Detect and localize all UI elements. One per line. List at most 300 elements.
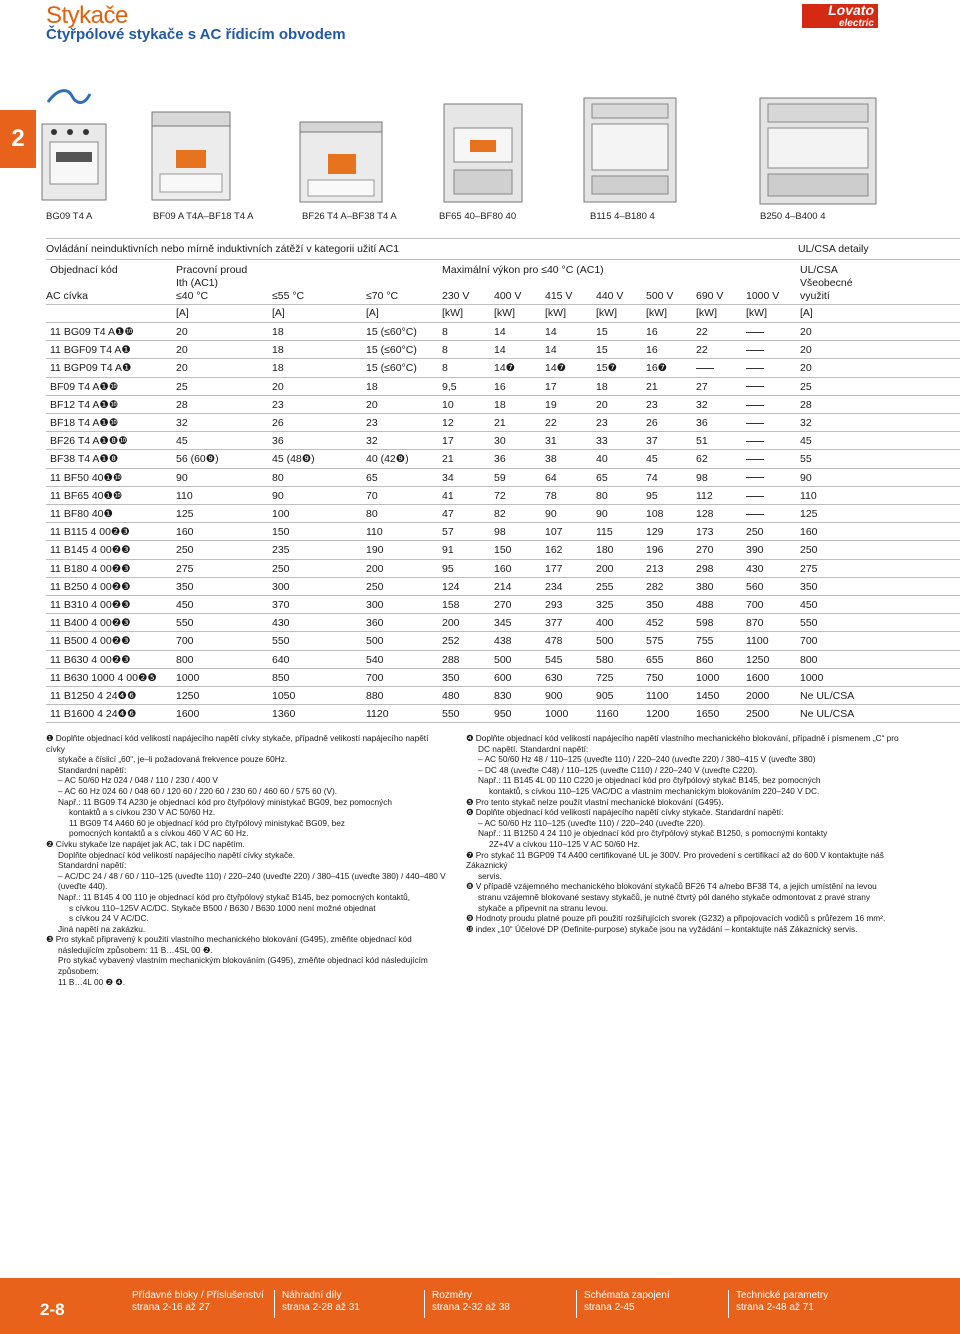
table-cell: 550	[176, 617, 194, 630]
table-cell: 160	[494, 562, 512, 575]
table-cell	[746, 378, 764, 396]
table-cell: 14❼	[494, 362, 516, 375]
table-cell: 725	[596, 671, 614, 684]
footer-link-title: Schémata zapojení	[584, 1290, 670, 1301]
table-cell: 370	[272, 599, 290, 611]
header-current-ith: Ith (AC1)	[176, 277, 219, 289]
table-cell: 630	[545, 671, 563, 684]
table-cell: 18	[366, 380, 378, 393]
table-cell: 18	[272, 344, 284, 357]
table-cell: 250	[272, 562, 290, 575]
footnote-line: – AC 50/60 Hz 110–125 (uveďte 110) / 220–240 (uveďte 220).	[478, 817, 706, 828]
table-cell: 438	[494, 635, 512, 648]
table-cell: 560	[746, 580, 764, 593]
footnote-line: Např.: 11 B1250 4 24 110 je objednací kód pro čtyřpólový stykač B1250, s pomocnými kontakty	[478, 828, 828, 839]
dash-mark	[696, 368, 714, 369]
header-power: Maximální výkon pro ≤40 °C (AC1)	[442, 264, 604, 276]
table-cell: 250	[800, 544, 818, 557]
table-cell: 9,5	[442, 380, 457, 393]
table-cell: 22	[545, 417, 557, 429]
footnotes-left	[46, 733, 446, 987]
table-cell: 1360	[272, 708, 296, 721]
header-unit: [A]	[800, 307, 813, 319]
table-cell: 8	[442, 362, 448, 375]
table-cell: 700	[800, 635, 818, 648]
table-cell	[746, 469, 764, 487]
product-caption: BF26 T4 A–BF38 T4 A	[302, 211, 397, 222]
table-cell: 234	[545, 580, 563, 593]
table-cell: 14	[494, 326, 506, 338]
footer-nav-link[interactable]	[584, 1290, 670, 1314]
footnote-line: s cívkou 110–125V AC/DC. Stykače B500 / B630 / B630 1000 není možné objednat	[69, 902, 376, 913]
table-cell: 74	[646, 471, 658, 484]
footnote-line: – AC 60 Hz 024 60 / 048 60 / 120 60 / 220 60 / 230 60 / 460 60 / 575 60 (V).	[58, 785, 338, 796]
brand-logo	[802, 4, 878, 28]
footnote-line: kontaktů, s cívkou 110–125 VAC/DC a vlastním mechanickým blokováním 220–240 V DC.	[489, 785, 820, 796]
table-cell	[746, 341, 764, 359]
order-code: 11 B630 1000 4 00❷❺	[50, 671, 157, 684]
footnote-line: stranu vzájemně blokované sestavy stykačů, je nutné čtvrtý pól daného stykače odmontovat z pravé strany	[478, 891, 871, 902]
table-cell	[746, 450, 764, 468]
table-cell: 18	[272, 326, 284, 338]
table-cell: 15	[596, 344, 608, 357]
footnote-line: ❻ Doplňte objednací kód velikostí napájecího napětí cívky stykače. Standardní napětí:	[466, 807, 784, 818]
dash-mark	[746, 477, 764, 478]
table-cell	[746, 487, 764, 505]
order-code: BF26 T4 A❶❽❿	[50, 435, 128, 448]
table-cell: 550	[272, 635, 290, 648]
table-cell: 20	[176, 362, 188, 375]
table-cell: 25	[176, 380, 188, 393]
table-cell: 129	[646, 526, 664, 539]
table-cell: 15 (≤60°C)	[366, 362, 417, 375]
table-cell: 860	[696, 653, 714, 666]
header-unit: [kW]	[442, 307, 463, 319]
table-cell: 90	[176, 471, 188, 484]
table-cell: 112	[696, 489, 713, 502]
table-cell: 40	[596, 453, 608, 466]
footnote-line: DC napětí. Standardní napětí:	[478, 743, 589, 754]
footnote-line: ❸ Pro stykač připravený k použití vlastního mechanického blokování (G495), změňte objednací kód	[46, 934, 412, 945]
dash-mark	[746, 332, 764, 333]
table-cell: 20	[176, 344, 188, 357]
table-cell	[746, 414, 764, 432]
header-voltage: 690 V	[696, 290, 724, 302]
table-cell: 298	[696, 562, 714, 575]
table-cell: 16	[646, 326, 658, 338]
table-cell: 110	[366, 526, 383, 539]
table-cell: 540	[366, 653, 384, 666]
footnote-line: Standardní napětí:	[58, 764, 127, 775]
table-cell: 350	[800, 580, 818, 593]
order-code: 11 BF50 40❶❿	[50, 471, 123, 484]
table-cell	[696, 359, 714, 377]
table-cell: 214	[494, 580, 512, 593]
table-cell: 28	[800, 398, 812, 411]
footnote-line: – DC 48 (uveďte C48) / 110–125 (uveďte C110) / 220–240 V (uveďte C220).	[478, 764, 758, 775]
table-cell: 173	[696, 526, 714, 539]
table-cell: 196	[646, 544, 664, 557]
table-cell: 26	[272, 417, 284, 429]
table-cell: 36	[494, 453, 506, 466]
dash-mark	[746, 514, 764, 515]
table-cell: 23	[596, 417, 608, 429]
table-cell: 45	[646, 453, 658, 466]
footer-nav-link[interactable]	[282, 1290, 360, 1314]
table-cell: 98	[696, 471, 708, 484]
table-cell: 100	[272, 508, 290, 520]
footer-link-title: Rozměry	[432, 1290, 473, 1301]
table-cell: 190	[366, 544, 384, 557]
footnote-line: ❿ index „10“ Účelové DP (Definite-purpose) stykače jsou na vyžádání – kontaktujte náš Zákaznický servis.	[466, 923, 858, 934]
table-cell: 300	[366, 599, 384, 611]
table-cell: 755	[696, 635, 714, 648]
ac-wave-icon	[46, 88, 92, 108]
footnote-line: 11 B…4L 00 ❷ ❹.	[58, 976, 125, 987]
footnote-line: Doplňte objednací kód velikostí napájecího napětí cívky stykače.	[58, 849, 296, 860]
table-cell: Ne UL/CSA	[800, 708, 855, 721]
table-cell: 82	[494, 508, 506, 520]
order-code: 11 B145 4 00❷❸	[50, 544, 131, 557]
table-cell: 275	[800, 562, 818, 575]
table-cell: 360	[366, 617, 384, 630]
dash-mark	[746, 405, 764, 406]
table-cell: 45	[800, 435, 812, 448]
header-current: Pracovní proud	[176, 264, 248, 276]
table-cell: 1450	[696, 690, 720, 702]
table-cell: 62	[696, 453, 708, 466]
footnote-line: – AC 50/60 Hz 48 / 110–125 (uveďte 110) / 220–240 (uveďte 220) / 380–415 V (uveďte 380)	[478, 754, 816, 765]
table-cell: 57	[442, 526, 454, 539]
table-cell: 12	[442, 417, 454, 429]
header-voltage: 400 V	[494, 290, 522, 302]
order-code: 11 B630 4 00❷❸	[50, 653, 131, 666]
table-cell: 380	[696, 580, 714, 593]
table-cell: 350	[176, 580, 194, 593]
table-cell: 21	[494, 417, 506, 429]
table-cell: 200	[596, 562, 614, 575]
dash-mark	[746, 496, 764, 497]
table-cell: 23	[646, 398, 658, 411]
table-cell: 500	[596, 635, 614, 648]
table-cell: 22	[696, 344, 708, 357]
table-cell: 345	[494, 617, 512, 630]
table-cell: 293	[545, 599, 563, 611]
table-cell: 55	[800, 453, 812, 466]
table-cell: 40 (42❾)	[366, 453, 409, 466]
table-cell: 19	[545, 398, 557, 411]
footnote-line: – AC/DC 24 / 48 / 60 / 110–125 (uveďte 110) / 220–240 (uveďte 220) / 380–415 (uveďte 380) / 440–480 V	[58, 870, 446, 881]
table-cell: 115	[596, 526, 613, 539]
ul-heading: UL/CSA detaily	[798, 243, 869, 255]
table-cell: 125	[176, 508, 194, 520]
table-cell: 1160	[596, 708, 619, 721]
table-cell: 400	[596, 617, 614, 630]
table-cell: 640	[272, 653, 290, 666]
table-cell: 20	[366, 398, 378, 411]
table-cell: 213	[646, 562, 664, 575]
order-code: 11 B1250 4 24❹❻	[50, 690, 137, 702]
order-code: 11 BF65 40❶❿	[50, 489, 123, 502]
table-cell: 162	[545, 544, 563, 557]
table-cell: 20	[800, 326, 812, 338]
footnote-line: ❾ Hodnoty proudu platné pouze při použití rozšiřujících svorek (G232) a připojovacích vodičů s průřezem 16 mm².	[466, 913, 886, 924]
table-cell: 1250	[746, 653, 770, 666]
table-cell: 21	[442, 453, 454, 466]
table-cell: 17	[442, 435, 454, 448]
table-cell: 850	[272, 671, 290, 684]
table-cell: 20	[176, 326, 188, 338]
table-cell: 65	[366, 471, 378, 484]
footer-link-title: Přídavné bloky / Příslušenství	[132, 1290, 264, 1301]
footnote-line: ❽ V případě vzájemného mechanického blokování stykačů BF26 T4 a/nebo BF38 T4, a jejich umístění na levou	[466, 881, 877, 892]
table-cell: 32	[176, 417, 188, 429]
header-temp: ≤40 °C	[176, 290, 209, 302]
table-cell: 270	[494, 599, 512, 611]
table-cell: 128	[696, 508, 714, 520]
table-cell: 288	[442, 653, 460, 666]
table-cell: 20	[800, 362, 812, 375]
header-ul: UL/CSA	[800, 264, 838, 276]
table-cell: 80	[272, 471, 284, 484]
header-voltage: 440 V	[596, 290, 624, 302]
footer-link-ref: strana 2-28 až 31	[282, 1302, 360, 1313]
table-cell: 95	[646, 489, 658, 502]
table-cell: 90	[596, 508, 608, 520]
table-cell: 21	[646, 380, 658, 393]
product-image-bf65	[440, 100, 526, 204]
table-cell: 31	[545, 435, 557, 448]
table-cell: 18	[494, 398, 506, 411]
table-cell: 72	[494, 489, 506, 502]
footnote-line: Pro stykač vybavený vlastním mechanickým blokováním (G495), změňte objednací kód následujícím způsobem:	[58, 955, 428, 977]
header-order-code: Objednací kód	[50, 264, 118, 276]
product-image-bf26	[296, 120, 386, 204]
table-cell: 880	[366, 690, 384, 702]
footer-link-ref: strana 2-16 až 27	[132, 1302, 210, 1313]
table-cell: 23	[366, 417, 378, 429]
footnote-line: – AC 50/60 Hz 024 / 048 / 110 / 230 / 400 V	[58, 775, 218, 786]
footer-link-ref: strana 2-48 až 71	[736, 1302, 814, 1313]
table-cell: 47	[442, 508, 454, 520]
table-cell: 20	[272, 380, 284, 393]
table-cell: Ne UL/CSA	[800, 690, 855, 702]
footer-nav-link[interactable]	[132, 1290, 264, 1314]
table-cell: 22	[696, 326, 708, 338]
table-cell: 200	[366, 562, 384, 575]
order-code: 11 B310 4 00❷❸	[50, 599, 131, 611]
table-cell: 14	[545, 326, 557, 338]
table-cell: 28	[176, 398, 188, 411]
footer-separator	[424, 1290, 425, 1318]
footnote-line: ❷ Cívku stykače lze napájet jak AC, tak i DC napětím.	[46, 838, 245, 849]
table-cell: 95	[442, 562, 454, 575]
table-cell: 80	[366, 508, 378, 520]
header-unit: [kW]	[596, 307, 617, 319]
footnote-line: 2Z+4V a cívkou 110–125 V AC 50/60 Hz.	[489, 838, 640, 849]
product-caption: BF65 40–BF80 40	[439, 211, 517, 222]
table-cell: 250	[176, 544, 194, 557]
table-cell: 575	[646, 635, 664, 648]
table-cell: 350	[442, 671, 460, 684]
header-ul-use: využití	[800, 290, 830, 302]
table-cell: 1000	[545, 708, 569, 721]
footer-link-ref: strana 2-45	[584, 1302, 635, 1313]
footnote-line: 11 BG09 T4 A460 60 je objednací kód pro čtyřpólový ministykač BG09, bez	[69, 817, 345, 828]
table-cell: 250	[366, 580, 384, 593]
footnote-line: ❶ Doplňte objednací kód velikostí napájecího napětí cívky stykače, případně velikostí napájecího napětí cívky	[46, 733, 429, 754]
table-cell: 59	[494, 471, 506, 484]
header-unit: [kW]	[746, 307, 767, 319]
table-cell: 20	[800, 344, 812, 357]
table-cell: 36	[696, 417, 708, 429]
footnote-line: Standardní napětí:	[58, 860, 127, 871]
table-cell: 45 (48❾)	[272, 453, 315, 466]
footer-separator	[274, 1290, 275, 1318]
table-cell: 700	[176, 635, 194, 648]
table-cell: 108	[646, 508, 664, 520]
table-cell: 580	[596, 653, 614, 666]
table-cell: 80	[596, 489, 608, 502]
table-cell	[746, 323, 764, 341]
table-cell: 452	[646, 617, 664, 630]
footnote-line: ❼ Pro stykač 11 BGP09 T4 A400 certifikované UL je 300V. Pro provedení s certifikací až do 600 V kontaktujte náš Zákaznický	[466, 849, 884, 871]
table-cell: 1200	[646, 708, 670, 721]
dash-mark	[746, 423, 764, 424]
table-cell: 700	[746, 599, 764, 611]
table-cell: 33	[596, 435, 608, 448]
table-cell: 15 (≤60°C)	[366, 326, 417, 338]
table-cell: 870	[746, 617, 764, 630]
footnote-line: Např.: 11 B145 4L 00 110 C220 je objednací kód pro čtyřpólový stykač B145, bez pomocných	[478, 775, 821, 786]
header-unit: [kW]	[545, 307, 566, 319]
table-cell: 177	[545, 562, 563, 575]
brand-logo-main: Lovato	[828, 2, 874, 18]
table-cell: 545	[545, 653, 563, 666]
table-cell: 150	[272, 526, 290, 539]
dash-mark	[746, 386, 764, 387]
footnote-line: s cívkou 24 V AC/DC.	[69, 913, 149, 924]
section-tab: 2	[0, 110, 36, 168]
footer-nav-link[interactable]	[736, 1290, 828, 1314]
page-number: 2-8	[40, 1300, 65, 1319]
table-cell: 255	[596, 580, 614, 593]
header-voltage: 230 V	[442, 290, 470, 302]
product-image-b115	[580, 94, 680, 204]
product-caption: BG09 T4 A	[46, 211, 93, 222]
table-cell: 90	[545, 508, 557, 520]
table-cell: 160	[176, 526, 194, 539]
table-cell: 10	[442, 398, 454, 411]
table-cell: 14	[545, 344, 557, 357]
table-cell: 18	[272, 362, 284, 375]
table-cell: 16	[494, 380, 506, 393]
table-cell: 450	[800, 599, 818, 611]
table-cell: 37	[646, 435, 658, 448]
table-cell: 500	[494, 653, 512, 666]
table-cell: 30	[494, 435, 506, 448]
table-cell	[746, 432, 764, 450]
order-code: 11 BGF09 T4 A❶	[50, 344, 131, 357]
header-voltage: 415 V	[545, 290, 573, 302]
table-cell: 325	[596, 599, 614, 611]
table-cell: 1650	[696, 708, 720, 721]
table-cell: 20	[596, 398, 608, 411]
order-code: 11 B180 4 00❷❸	[50, 562, 131, 575]
footnote-line: pomocných kontaktů a s cívkou 460 V AC 60 Hz.	[69, 828, 249, 839]
table-cell: 1600	[746, 671, 770, 684]
table-cell: 8	[442, 344, 448, 357]
table-cell: 655	[646, 653, 664, 666]
header-coil: AC cívka	[46, 290, 89, 302]
footnote-line: Např.: 11 BG09 T4 A230 je objednací kód pro čtyřpólový ministykač BG09, bez pomocných	[58, 796, 393, 807]
product-image-bf09	[148, 110, 236, 202]
table-cell: 830	[494, 690, 512, 702]
table-cell: 430	[746, 562, 764, 575]
order-code: 11 B400 4 00❷❸	[50, 617, 131, 630]
table-cell: 107	[545, 526, 563, 539]
header-voltage: 500 V	[646, 290, 674, 302]
table-cell: 56 (60❾)	[176, 453, 219, 466]
dash-mark	[746, 368, 764, 369]
table-cell: 950	[494, 708, 512, 721]
table-cell: 252	[442, 635, 460, 648]
order-code: 11 B115 4 00❷❸	[50, 526, 130, 539]
table-cell: 390	[746, 544, 764, 557]
footer-link-title: Technické parametry	[736, 1290, 829, 1301]
footer-nav-link[interactable]	[432, 1290, 510, 1314]
table-cell: 16	[646, 344, 658, 357]
footnote-line: Jiná napětí na zakázku.	[58, 923, 146, 934]
table-cell: 1000	[696, 671, 720, 684]
table-cell: 110	[800, 489, 817, 502]
header-unit: [kW]	[494, 307, 515, 319]
table-cell: 26	[646, 417, 658, 429]
footnotes-right	[466, 733, 906, 934]
table-cell: 8	[442, 326, 448, 338]
brand-logo-sub: electric	[838, 18, 874, 29]
product-image-bg09	[40, 118, 110, 202]
table-cell: 14❼	[545, 362, 567, 375]
table-cell: 15	[596, 326, 608, 338]
table-cell: 41	[442, 489, 454, 502]
table-cell: 64	[545, 471, 557, 484]
table-cell: 158	[442, 599, 460, 611]
table-cell: 300	[272, 580, 290, 593]
product-caption: B115 4–B180 4	[590, 211, 655, 222]
table-cell: 1100	[646, 690, 669, 702]
table-cell: 34	[442, 471, 454, 484]
table-cell: 350	[646, 599, 664, 611]
table-cell: 1250	[176, 690, 200, 702]
order-code: 11 BGP09 T4 A❶	[50, 362, 132, 375]
table-cell: 550	[800, 617, 818, 630]
product-image-b250	[756, 94, 880, 206]
table-cell: 1600	[176, 708, 200, 721]
row-divider	[46, 722, 960, 723]
table-cell: 36	[272, 435, 284, 448]
order-code: BF18 T4 A❶❿	[50, 417, 119, 429]
table-cell: 90	[272, 489, 284, 502]
table-cell: 78	[545, 489, 557, 502]
table-cell: 23	[272, 398, 284, 411]
table-cell: 18	[596, 380, 608, 393]
header-unit: [A]	[176, 307, 189, 319]
table-cell: 51	[696, 435, 708, 448]
table-cell: 598	[696, 617, 714, 630]
dash-mark	[746, 441, 764, 442]
header-unit: [A]	[272, 307, 285, 319]
